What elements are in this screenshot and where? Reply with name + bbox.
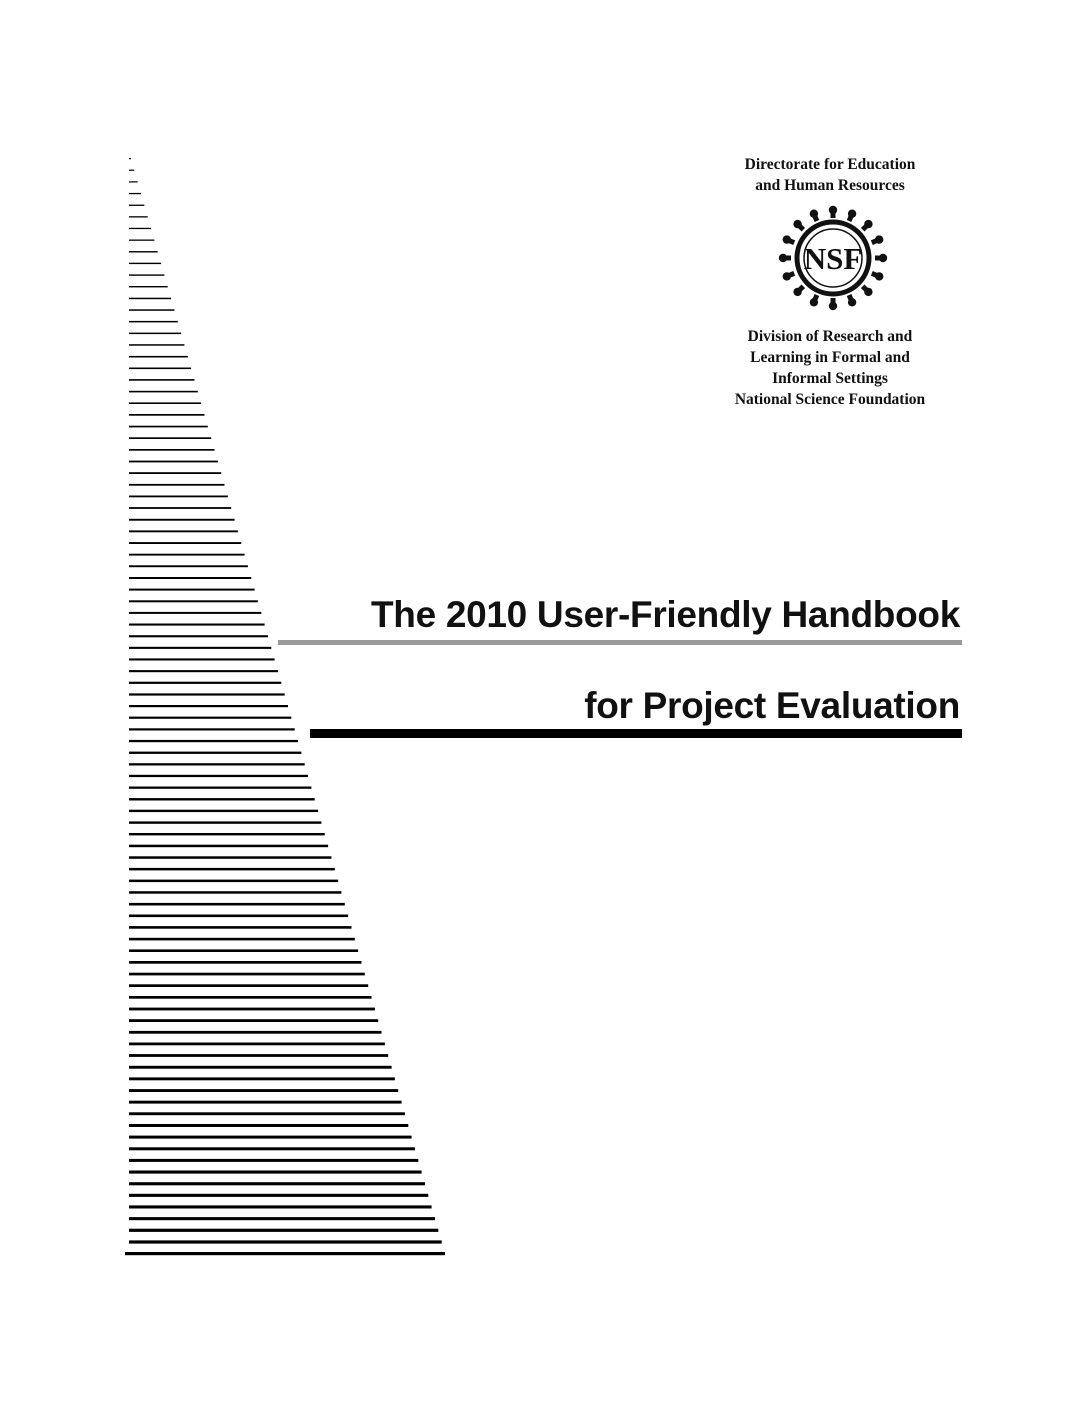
stripe-line — [129, 530, 238, 532]
stripe-line — [129, 193, 141, 194]
seal-figure-body — [872, 240, 879, 243]
stripe-line — [129, 903, 345, 906]
stripe-line — [129, 647, 271, 649]
stripe-line — [129, 810, 318, 812]
stripe-line — [129, 984, 368, 987]
stripe-line — [129, 682, 281, 684]
stripe-line — [129, 787, 311, 789]
stripe-line — [129, 856, 331, 859]
seal-figure-body — [872, 273, 879, 276]
stripe-line — [129, 891, 341, 894]
stripe-line — [129, 1077, 395, 1080]
seal-figure-body — [863, 224, 869, 230]
stripe-line — [129, 1205, 432, 1208]
seal-figure-body — [787, 240, 794, 243]
stripe-line — [129, 880, 338, 883]
stripe-line — [129, 1124, 408, 1127]
stripe-line — [129, 1217, 435, 1220]
stripe-line — [129, 437, 211, 439]
stripe-line — [129, 309, 174, 311]
stripe-line — [129, 624, 265, 626]
stripe-line — [129, 461, 218, 463]
stripe-line — [129, 1101, 402, 1104]
stripe-line — [129, 775, 308, 777]
stripe-line — [129, 496, 228, 498]
stripe-line — [129, 612, 261, 614]
stripe-line — [129, 973, 365, 976]
stripe-line — [129, 996, 372, 999]
stripe-line — [129, 542, 241, 544]
stripe-line — [129, 705, 288, 707]
seal-figure-body — [849, 295, 852, 302]
stripe-line — [129, 763, 305, 765]
stripe-line — [129, 635, 268, 637]
seal-figure-body — [798, 224, 804, 230]
stripe-line — [129, 240, 154, 241]
stripe-line — [129, 344, 184, 346]
seal-figure-body — [787, 273, 794, 276]
stripe-line — [129, 414, 205, 416]
stripe-line — [129, 1229, 438, 1232]
stripe-line — [129, 1171, 422, 1174]
stripe-line — [129, 274, 164, 275]
title-rule-gray — [278, 640, 962, 645]
stripe-line — [129, 1112, 405, 1115]
stripe-line — [129, 519, 235, 521]
stripe-line — [129, 833, 325, 835]
stripe-line — [129, 1136, 412, 1139]
seal-figure-body — [814, 295, 817, 302]
stripe-line — [129, 1054, 388, 1057]
stripe-line — [129, 868, 335, 871]
seal-text: NSF — [803, 241, 863, 276]
directorate-heading — [700, 154, 960, 196]
stripe-line — [129, 484, 225, 486]
division-heading — [700, 326, 960, 410]
directorate-line-1: Directorate for Education — [744, 156, 916, 173]
stripe-line — [129, 158, 131, 159]
stripe-line — [129, 216, 148, 217]
title-line-1: The 2010 User-Friendly Handbook — [370, 594, 960, 635]
stripe-line — [129, 577, 251, 579]
stripe-line — [129, 670, 278, 672]
stripe-line — [129, 821, 321, 823]
division-line-2: Learning in Formal and — [750, 349, 910, 366]
stripe-line — [129, 1240, 442, 1243]
stripe-line — [129, 728, 295, 730]
stripe-line — [129, 507, 231, 509]
stripe-line — [129, 251, 158, 252]
stripe-line — [129, 472, 221, 474]
stripe-line — [129, 379, 195, 381]
stripe-line — [129, 1019, 378, 1022]
seal-figure-body — [863, 286, 869, 292]
title-line-2: for Project Evaluation — [584, 685, 960, 726]
seal-figure-body — [798, 286, 804, 292]
seal-figure-body — [849, 214, 852, 221]
stripe-line — [129, 402, 201, 404]
division-line-3: Informal Settings — [772, 370, 888, 387]
nsf-seal-logo — [773, 202, 893, 314]
stripe-line — [129, 1147, 415, 1150]
stripe-line — [129, 1031, 382, 1034]
stripe-line — [129, 286, 168, 287]
stripe-line — [129, 926, 352, 929]
stripe-line — [129, 589, 255, 591]
stripe-line — [129, 752, 301, 754]
stripe-line — [129, 205, 144, 206]
stripe-line — [129, 321, 178, 323]
stripe-line — [129, 717, 291, 719]
stripe-line — [129, 368, 191, 370]
stripe-line — [129, 449, 215, 451]
stripe-line — [129, 845, 328, 848]
stripe-line — [129, 1089, 398, 1092]
stripe-line — [129, 915, 348, 918]
stripe-line — [129, 961, 362, 964]
stripe-line — [129, 356, 188, 358]
stripe-line — [129, 1182, 425, 1185]
division-line-4: National Science Foundation — [734, 391, 926, 408]
stripe-line — [129, 658, 275, 660]
stripe-line — [129, 391, 198, 393]
stripe-line — [129, 565, 248, 567]
stripe-line — [129, 426, 208, 428]
stripe-line — [129, 1008, 375, 1011]
stripe-line — [129, 1043, 385, 1046]
stripe-line — [129, 263, 161, 264]
stripe-line — [129, 1066, 392, 1069]
stripe-line — [129, 600, 258, 602]
stripe-line — [129, 1159, 418, 1162]
stripe-line — [129, 228, 151, 229]
division-line-1: Division of Research and — [747, 328, 913, 345]
stripe-line — [129, 949, 358, 952]
seal-figure-body — [814, 214, 817, 221]
stripe-line — [129, 333, 181, 335]
stripe-line — [129, 170, 134, 171]
directorate-line-2: and Human Resources — [755, 177, 905, 194]
stripe-line — [129, 1194, 428, 1197]
title-rule-black — [310, 729, 962, 738]
stripe-line — [125, 1252, 445, 1255]
stripe-line — [129, 693, 285, 695]
stripe-line — [129, 938, 355, 941]
stripe-line — [129, 798, 315, 800]
stripe-line — [129, 181, 138, 182]
stripe-line — [129, 554, 245, 556]
stripe-line — [129, 298, 171, 300]
stripe-line — [129, 740, 298, 742]
